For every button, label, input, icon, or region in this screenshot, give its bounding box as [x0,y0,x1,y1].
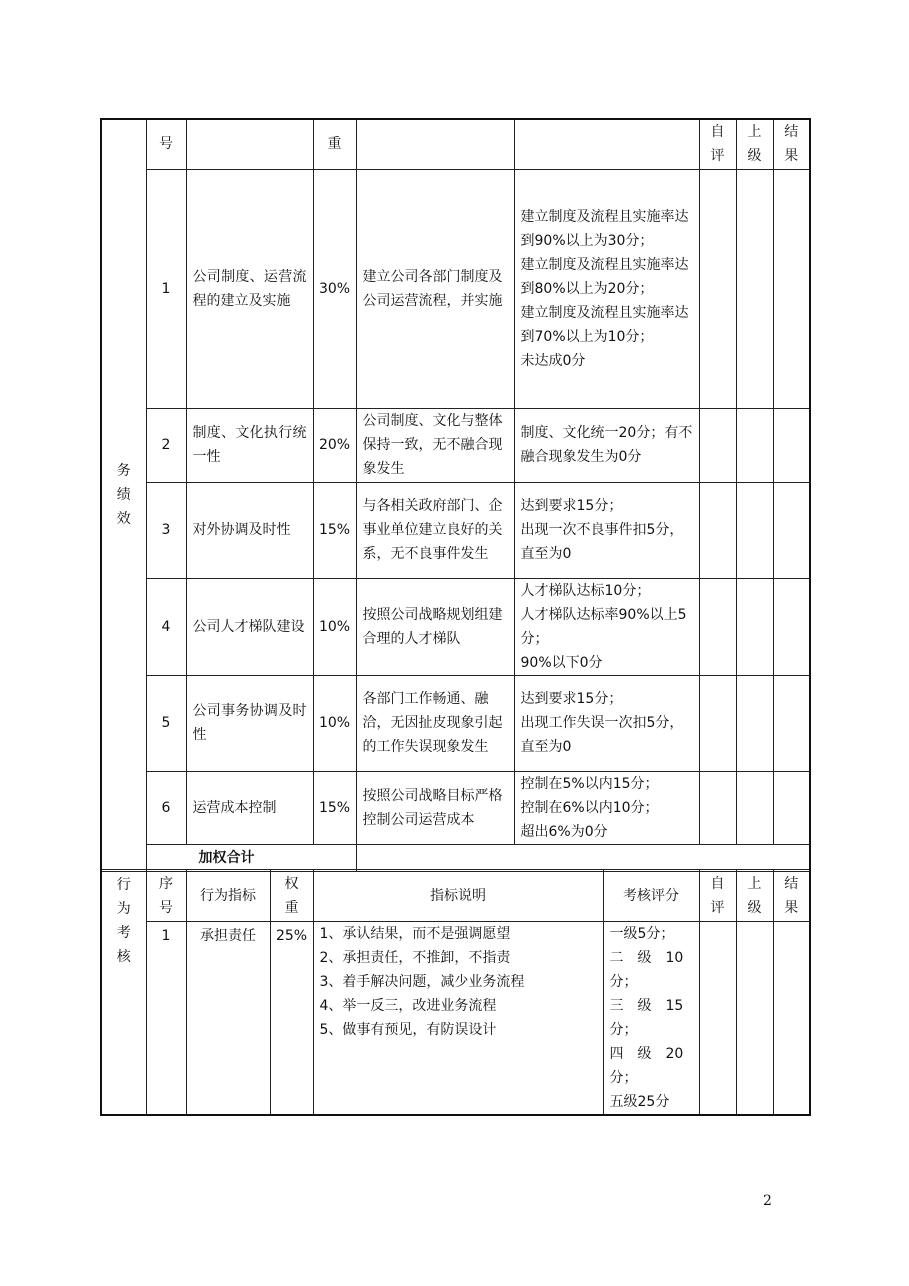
header-superior-2: 级 [747,148,762,165]
scoring-line: 达到要求15分； [520,498,623,514]
row-description: 按照公司战略规划组建合理的人才梯队 [356,578,514,675]
header-weight: 重 [313,119,356,169]
behavior-category-char: 为 [116,901,131,917]
header-self-eval-2: 评 [710,899,725,916]
header-no [146,870,186,922]
scoring-line: 建立制度及流程且实施率达到80%以上为20分； [520,256,689,297]
row-weight: 15% [313,482,356,578]
row-scoring [514,408,699,482]
scoring-line: 分； [609,1070,638,1086]
perf-category-char: 效 [116,511,131,528]
scoring-line: 出现一次不良事件扣5分，直至为0 [520,522,684,562]
performance-table [100,118,811,872]
row-indicator: 公司事务协调及时性 [186,675,313,771]
perf-category-char: 务 [116,463,131,480]
row-superior [736,578,773,675]
header-self-eval [699,870,736,922]
behavior-category-char: 行 [116,877,131,893]
description-line: 5、做事有预见，有防误设计 [319,1022,497,1038]
scoring-line: 控制在5%以内15分； [520,775,659,792]
row-indicator: 制度、文化执行统一性 [186,408,313,482]
row-scoring [514,675,699,771]
behavior-category-char: 考 [116,925,131,941]
table-row [101,169,810,408]
header-result-1: 结 [784,875,799,892]
description-line: 2、承担责任，不推卸，不指责 [319,950,511,966]
row-no: 3 [146,482,186,578]
row-superior [736,922,773,1116]
row-description: 公司制度、文化与整体保持一致，无不融合现象发生 [356,408,514,482]
row-scoring [514,771,699,844]
scoring-line: 控制在6%以内10分； [520,799,659,816]
row-superior [736,482,773,578]
header-self-eval-2: 评 [710,148,725,165]
row-superior [736,408,773,482]
row-self-eval [699,482,736,578]
scoring-line: 建立制度及流程且实施率达到70%以上为10分； [520,304,689,345]
row-result [773,408,810,482]
scoring-line: 达到要求15分； [520,691,623,707]
header-result-2: 果 [784,148,799,165]
scoring-line: 出现工作失误一次扣5分，直至为0 [520,715,684,755]
row-description: 建立公司各部门制度及公司运营流程，并实施 [356,169,514,408]
header-result-1: 结 [784,124,799,141]
header-self-eval-1: 自 [710,124,725,141]
row-self-eval [699,578,736,675]
scoring-line: 分； [609,1022,638,1038]
header-superior-2: 级 [747,899,762,916]
header-description [356,119,514,169]
table-row [101,771,810,844]
header-result [773,119,810,169]
row-weight: 15% [313,771,356,844]
header-no-1: 序 [159,875,173,892]
table-row [101,922,810,1116]
row-result [773,771,810,844]
scoring-line: 未达成0分 [520,352,586,369]
row-weight: 10% [313,675,356,771]
header-weight [270,870,313,922]
row-superior [736,169,773,408]
header-weight-2: 重 [284,899,299,916]
row-weight: 20% [313,408,356,482]
row-scoring [514,482,699,578]
row-description: 与各相关政府部门、企事业单位建立良好的关系，无不良事件发生 [356,482,514,578]
row-result [773,578,810,675]
row-description: 各部门工作畅通、融洽，无因扯皮现象引起的工作失误现象发生 [356,675,514,771]
header-self-eval-1: 自 [710,875,725,892]
row-self-eval [699,408,736,482]
header-weight-1: 权 [284,875,299,892]
row-self-eval [699,771,736,844]
description-line: 1、承认结果，而不是强调愿望 [319,926,511,942]
header-superior-1: 上 [747,875,762,892]
header-scoring: 考核评分 [603,870,699,922]
row-no: 2 [146,408,186,482]
header-superior [736,119,773,169]
row-result [773,922,810,1116]
header-no: 号 [146,119,186,169]
table-row [101,482,810,578]
row-description [313,922,603,1116]
scoring-line: 90%以下0分 [520,654,603,671]
row-indicator: 公司人才梯队建设 [186,578,313,675]
scoring-line: 分； [609,974,638,990]
row-indicator: 公司制度、运营流程的建立及实施 [186,169,313,408]
header-no-2: 号 [159,899,173,916]
header-indicator [186,119,313,169]
row-self-eval [699,169,736,408]
row-description: 按照公司战略目标严格控制公司运营成本 [356,771,514,844]
row-self-eval [699,675,736,771]
row-scoring [514,578,699,675]
page-number: 2 [763,1193,772,1209]
row-result [773,169,810,408]
behavior-category-cell [101,870,146,1116]
header-superior-1: 上 [747,124,762,141]
scoring-line: 超出6%为0分 [520,823,608,840]
row-no: 4 [146,578,186,675]
scoring-line: 一级5分； [609,926,675,942]
behavior-table [100,869,811,1116]
perf-category-char: 绩 [116,487,131,504]
row-indicator: 对外协调及时性 [186,482,313,578]
scoring-line: 二 级 10 [609,950,684,966]
row-superior [736,771,773,844]
weighted-total-label: 加权合计 [146,844,356,871]
scoring-line: 四 级 20 [609,1046,684,1062]
scoring-line: 制度、文化统一20分；有不融合现象发生为0分 [520,425,693,465]
row-weight: 30% [313,169,356,408]
scoring-line: 人才梯队达标率90%以上5分； [520,606,687,647]
header-indicator: 行为指标 [186,870,270,922]
row-weight: 10% [313,578,356,675]
weighted-total-value [356,844,810,871]
row-no: 6 [146,771,186,844]
row-no: 5 [146,675,186,771]
row-superior [736,675,773,771]
row-no: 1 [146,169,186,408]
header-result [773,870,810,922]
row-scoring [514,169,699,408]
row-indicator: 运营成本控制 [186,771,313,844]
scoring-line: 三 级 15 [609,998,684,1014]
perf-category-cell [101,119,146,871]
scoring-line: 建立制度及流程且实施率达到90%以上为30分； [520,208,689,249]
table-row [101,408,810,482]
scoring-line: 五级25分 [609,1094,670,1110]
row-result [773,482,810,578]
description-line: 4、举一反三，改进业务流程 [319,998,497,1014]
header-description: 指标说明 [313,870,603,922]
row-no: 1 [146,922,186,1116]
behavior-category-char: 核 [116,949,131,965]
description-line: 3、着手解决问题，减少业务流程 [319,974,525,990]
row-scoring [603,922,699,1116]
row-indicator: 承担责任 [186,922,270,1116]
header-superior [736,870,773,922]
row-self-eval [699,922,736,1116]
table-row [101,675,810,771]
scoring-line: 人才梯队达标10分； [520,582,651,599]
header-result-2: 果 [784,899,799,916]
row-weight: 25% [270,922,313,1116]
header-self-eval [699,119,736,169]
header-scoring [514,119,699,169]
row-result [773,675,810,771]
weighted-total-row [101,844,810,871]
table-row [101,578,810,675]
